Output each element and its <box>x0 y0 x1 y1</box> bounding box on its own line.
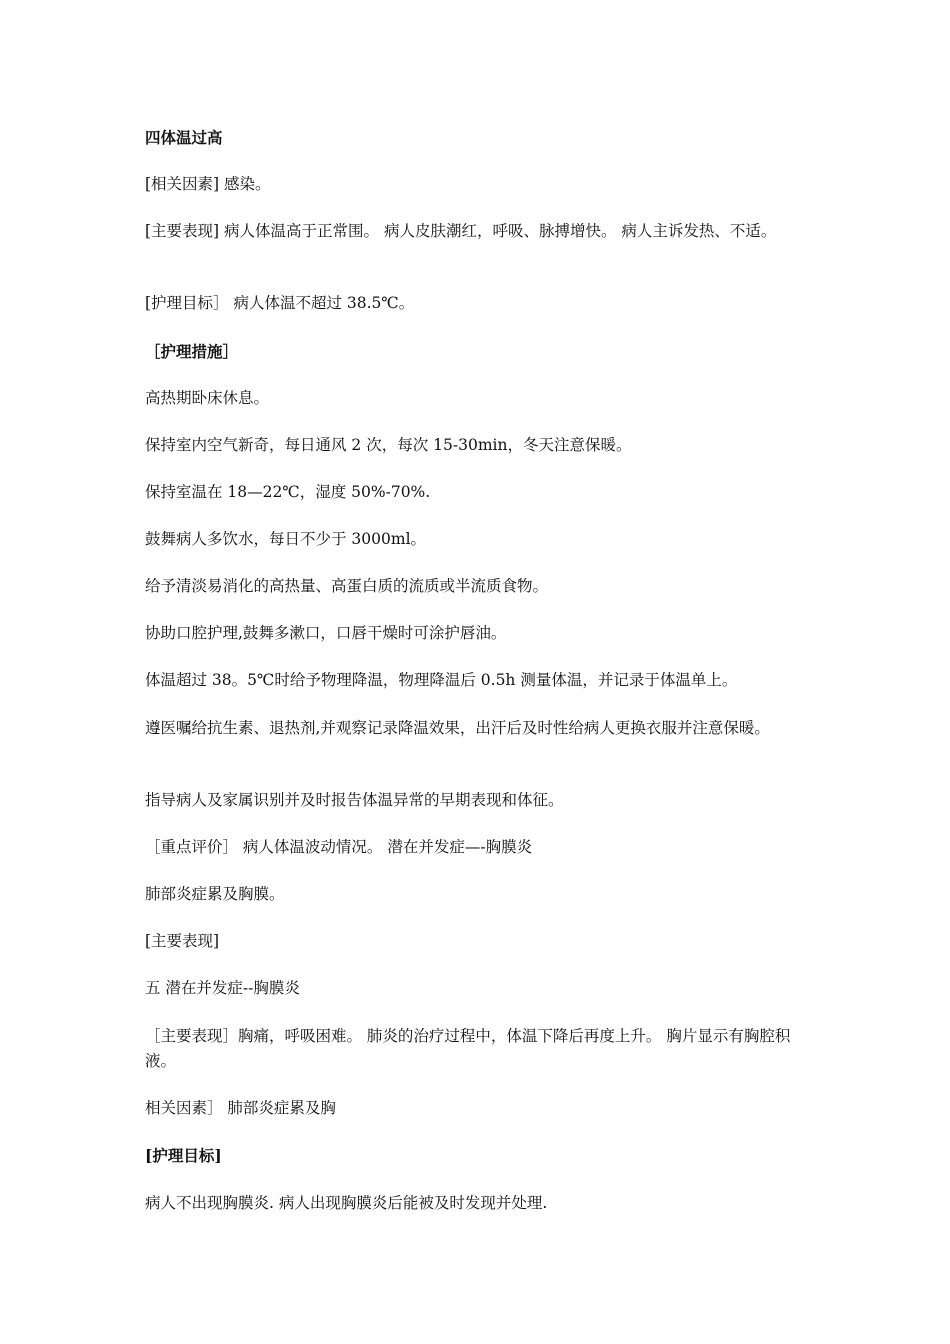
measure-item: 体温超过 38。5℃时给予物理降温，物理降温后 0.5h 测量体温，并记录于体温单上。 <box>145 671 738 689</box>
section-heading-pleurisy: 五 潜在并发症--胸膜炎 <box>145 979 300 997</box>
nursing-goal-paragraph: [护理目标］ 病人体温不超过 38.5℃。 <box>145 294 415 312</box>
measure-item: 协助口腔护理,鼓舞多漱口，口唇干燥时可涂护唇油。 <box>145 624 507 642</box>
main-symptoms-label: [主要表现] <box>145 932 220 950</box>
pleurisy-related-factors-paragraph: 相关因素］ 肺部炎症累及胸 <box>145 1099 336 1117</box>
related-factors-paragraph: [相关因素] 感染。 <box>145 175 271 193</box>
measure-item: 保持室内空气新奇，每日通风 2 次，每次 15-30min，冬天注意保暖。 <box>145 436 632 454</box>
measure-item: 指导病人及家属识别并及时报告体温异常的早期表现和体征。 <box>145 791 564 809</box>
pleurisy-symptoms-paragraph: ［主要表现］胸痛，呼吸困难。 肺炎的治疗过程中，体温下降后再度上升。 胸片显示有胸腔积液。 <box>145 1027 791 1070</box>
measure-item: 给予清淡易消化的高热量、高蛋白质的流质或半流质食物。 <box>145 577 549 595</box>
pleurisy-cause-paragraph: 肺部炎症累及胸膜。 <box>145 885 285 903</box>
measure-item: 遵医嘱给抗生素、退热剂,并观察记录降温效果，出汗后及时性给病人更换衣服并注意保暖。 <box>145 719 770 737</box>
pleurisy-nursing-goal-paragraph: 病人不出现胸膜炎. 病人出现胸膜炎后能被及时发现并处理. <box>145 1194 548 1212</box>
measure-item: 高热期卧床休息。 <box>145 389 270 407</box>
nursing-measures-heading: ［护理措施］ <box>145 342 239 361</box>
section-heading-fever: 四体温过高 <box>145 128 223 147</box>
measure-item: 保持室温在 18—22℃，湿度 50%-70%. <box>145 483 431 501</box>
key-evaluation-paragraph: ［重点评价］ 病人体温波动情况。 潜在并发症—-胸膜炎 <box>145 838 533 856</box>
main-symptoms-paragraph: [主要表现] 病人体温高于正常围。 病人皮肤潮红，呼吸、脉搏增快。 病人主诉发热、不适。 <box>145 222 777 240</box>
pleurisy-nursing-goal-heading: [护理目标] <box>145 1146 222 1165</box>
measure-item: 鼓舞病人多饮水，每日不少于 3000ml。 <box>145 530 427 548</box>
